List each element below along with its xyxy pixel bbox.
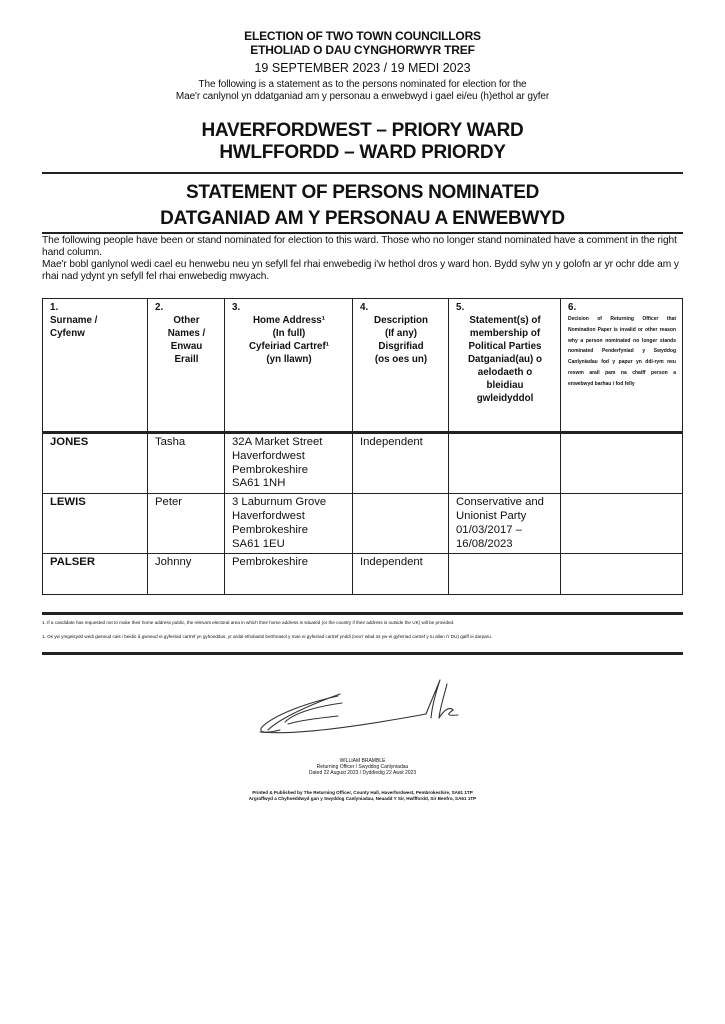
column-header-party-membership: 5. Statement(s) of membership of Political Parties Datganiad(au) o aelodaeth o bleidiau gwleidyddol: [449, 299, 561, 433]
intro-text-cy: Mae'r canlynol yn ddatganiad am y personau a enwebwyd i gael ei/eu (h)ethol ar gyfer: [175, 91, 550, 102]
signoff-block: [0, 758, 725, 776]
cell-address: 3 Laburnum Grove Haverfordwest Pembrokeshire SA61 1EU: [225, 494, 353, 554]
intro-text: [0, 79, 725, 103]
imprint-cy: Argraffwyd a Chyhoeddwyd gan y Swyddog Canlyniadau, Neuadd Y Sir, Hwlffordd, Sir Benfro, SA61 1TP: [248, 796, 477, 801]
column-header-decision: 6. Decision of Returning Officer that Nomination Paper is invalid or other reason why a person nominated no longer stands nominated Penderfyniad y Swyddog Canlyniadau fod y papur yn ddi-rym neu reswm arall pam na chaiff person a enwebwyd barhau i fod felly: [561, 299, 683, 433]
election-date: 19 SEPTEMBER 2023 / 19 MEDI 2023: [254, 61, 471, 75]
intro-text-en: The following is a statement as to the persons nominated for election for the: [198, 79, 527, 90]
statement-title: [0, 180, 725, 232]
explanation-en: The following people have been or stand nominated for election to this ward. Those who no longer stand nominated have a comment in the right hand column.: [42, 235, 677, 258]
explanation-cy: Mae'r bobl ganlynol wedi cael eu henwebu neu yn sefyll fel rhai enwebedig i'w hethol dros y ward hon. Bydd sylw yn y golofn ar yr ochr dde am y rhai nad ydynt yn sefyll fel rhai enwebedig mwyach.: [42, 259, 679, 282]
divider: [42, 232, 683, 234]
footnote-cy: 1. Os yw ymgeisydd wedi gwneud cais i beidio â gwneud ei gyfeiriad cartref yn gyhoeddus, yr ardal etholiadol berthnasol y mae ei gyfeiriad cartref ynddi (neu'r wlad os yw ei gyfeiriad cartref y tu allan i'r DU) gaiff ei darparu.: [42, 634, 493, 639]
signoff-role: Returning Officer / Swyddog Canlyniadau: [316, 764, 409, 770]
cell-party-membership: [449, 433, 561, 494]
cell-other-names: Peter: [148, 494, 225, 554]
column-header-home-address: 3. Home Address¹ (In full) Cyfeiriad Cartref¹ (yn llawn): [225, 299, 353, 433]
cell-party-membership: [449, 554, 561, 595]
cell-description: Independent: [353, 433, 449, 494]
cell-address: Pembrokeshire: [225, 554, 353, 595]
table-header-row: [43, 299, 683, 433]
signoff-name: WILLIAM BRAMBLE: [339, 758, 386, 764]
cell-party-membership: Conservative and Unionist Party 01/03/2017 – 16/08/2023: [449, 494, 561, 554]
ward-title-en: HAVERFORDWEST – PRIORY WARD: [201, 120, 524, 141]
ward-title-cy: HWLFFORDD – WARD PRIORDY: [219, 142, 506, 163]
footnote-en: 1. If a candidate has requested not to make their home address public, the relevant electoral area in which their home address is situated (or the country if their address is outside the UK) will be provided.: [42, 620, 455, 625]
table-row: [43, 433, 683, 494]
imprint-en: Printed & Published by The Returning Officer, County Hall, Haverfordwest, Pembrokeshire, SA61 1TP: [252, 790, 473, 795]
cell-other-names: Johnny: [148, 554, 225, 595]
divider: [42, 172, 683, 174]
table-row: [43, 554, 683, 595]
signature-image: [250, 672, 480, 742]
imprint: [0, 790, 725, 802]
column-header-other-names: 2. Other Names / Enwau Eraill: [148, 299, 225, 433]
column-header-description: 4. Description (If any) Disgrifiad (os oes un): [353, 299, 449, 433]
cell-address: 32A Market Street Haverfordwest Pembrokeshire SA61 1NH: [225, 433, 353, 494]
explanation-text: [42, 235, 692, 283]
election-title: [0, 29, 725, 57]
election-title-cy: ETHOLIAD O DAU CYNGHORWYR TREF: [250, 43, 475, 57]
signoff-date: Dated 22 August 2023 / Dyddiedig 22 Awst 2023: [308, 770, 417, 776]
cell-other-names: Tasha: [148, 433, 225, 494]
statement-title-en: STATEMENT OF PERSONS NOMINATED: [185, 182, 540, 203]
ward-title: [0, 120, 725, 164]
election-title-en: ELECTION OF TWO TOWN COUNCILLORS: [244, 29, 481, 43]
cell-surname: PALSER: [43, 554, 148, 595]
statement-title-cy: DATGANIAD AM Y PERSONAU A ENWEBWYD: [160, 208, 565, 229]
cell-surname: JONES: [43, 433, 148, 494]
cell-description: Independent: [353, 554, 449, 595]
divider: [42, 652, 683, 655]
divider: [42, 612, 683, 615]
nominations-table: [42, 298, 683, 595]
cell-decision: [561, 554, 683, 595]
table-row: [43, 494, 683, 554]
cell-surname: LEWIS: [43, 494, 148, 554]
cell-decision: [561, 433, 683, 494]
cell-description: [353, 494, 449, 554]
column-header-surname: 1. Surname / Cyfenw: [43, 299, 148, 433]
cell-decision: [561, 494, 683, 554]
